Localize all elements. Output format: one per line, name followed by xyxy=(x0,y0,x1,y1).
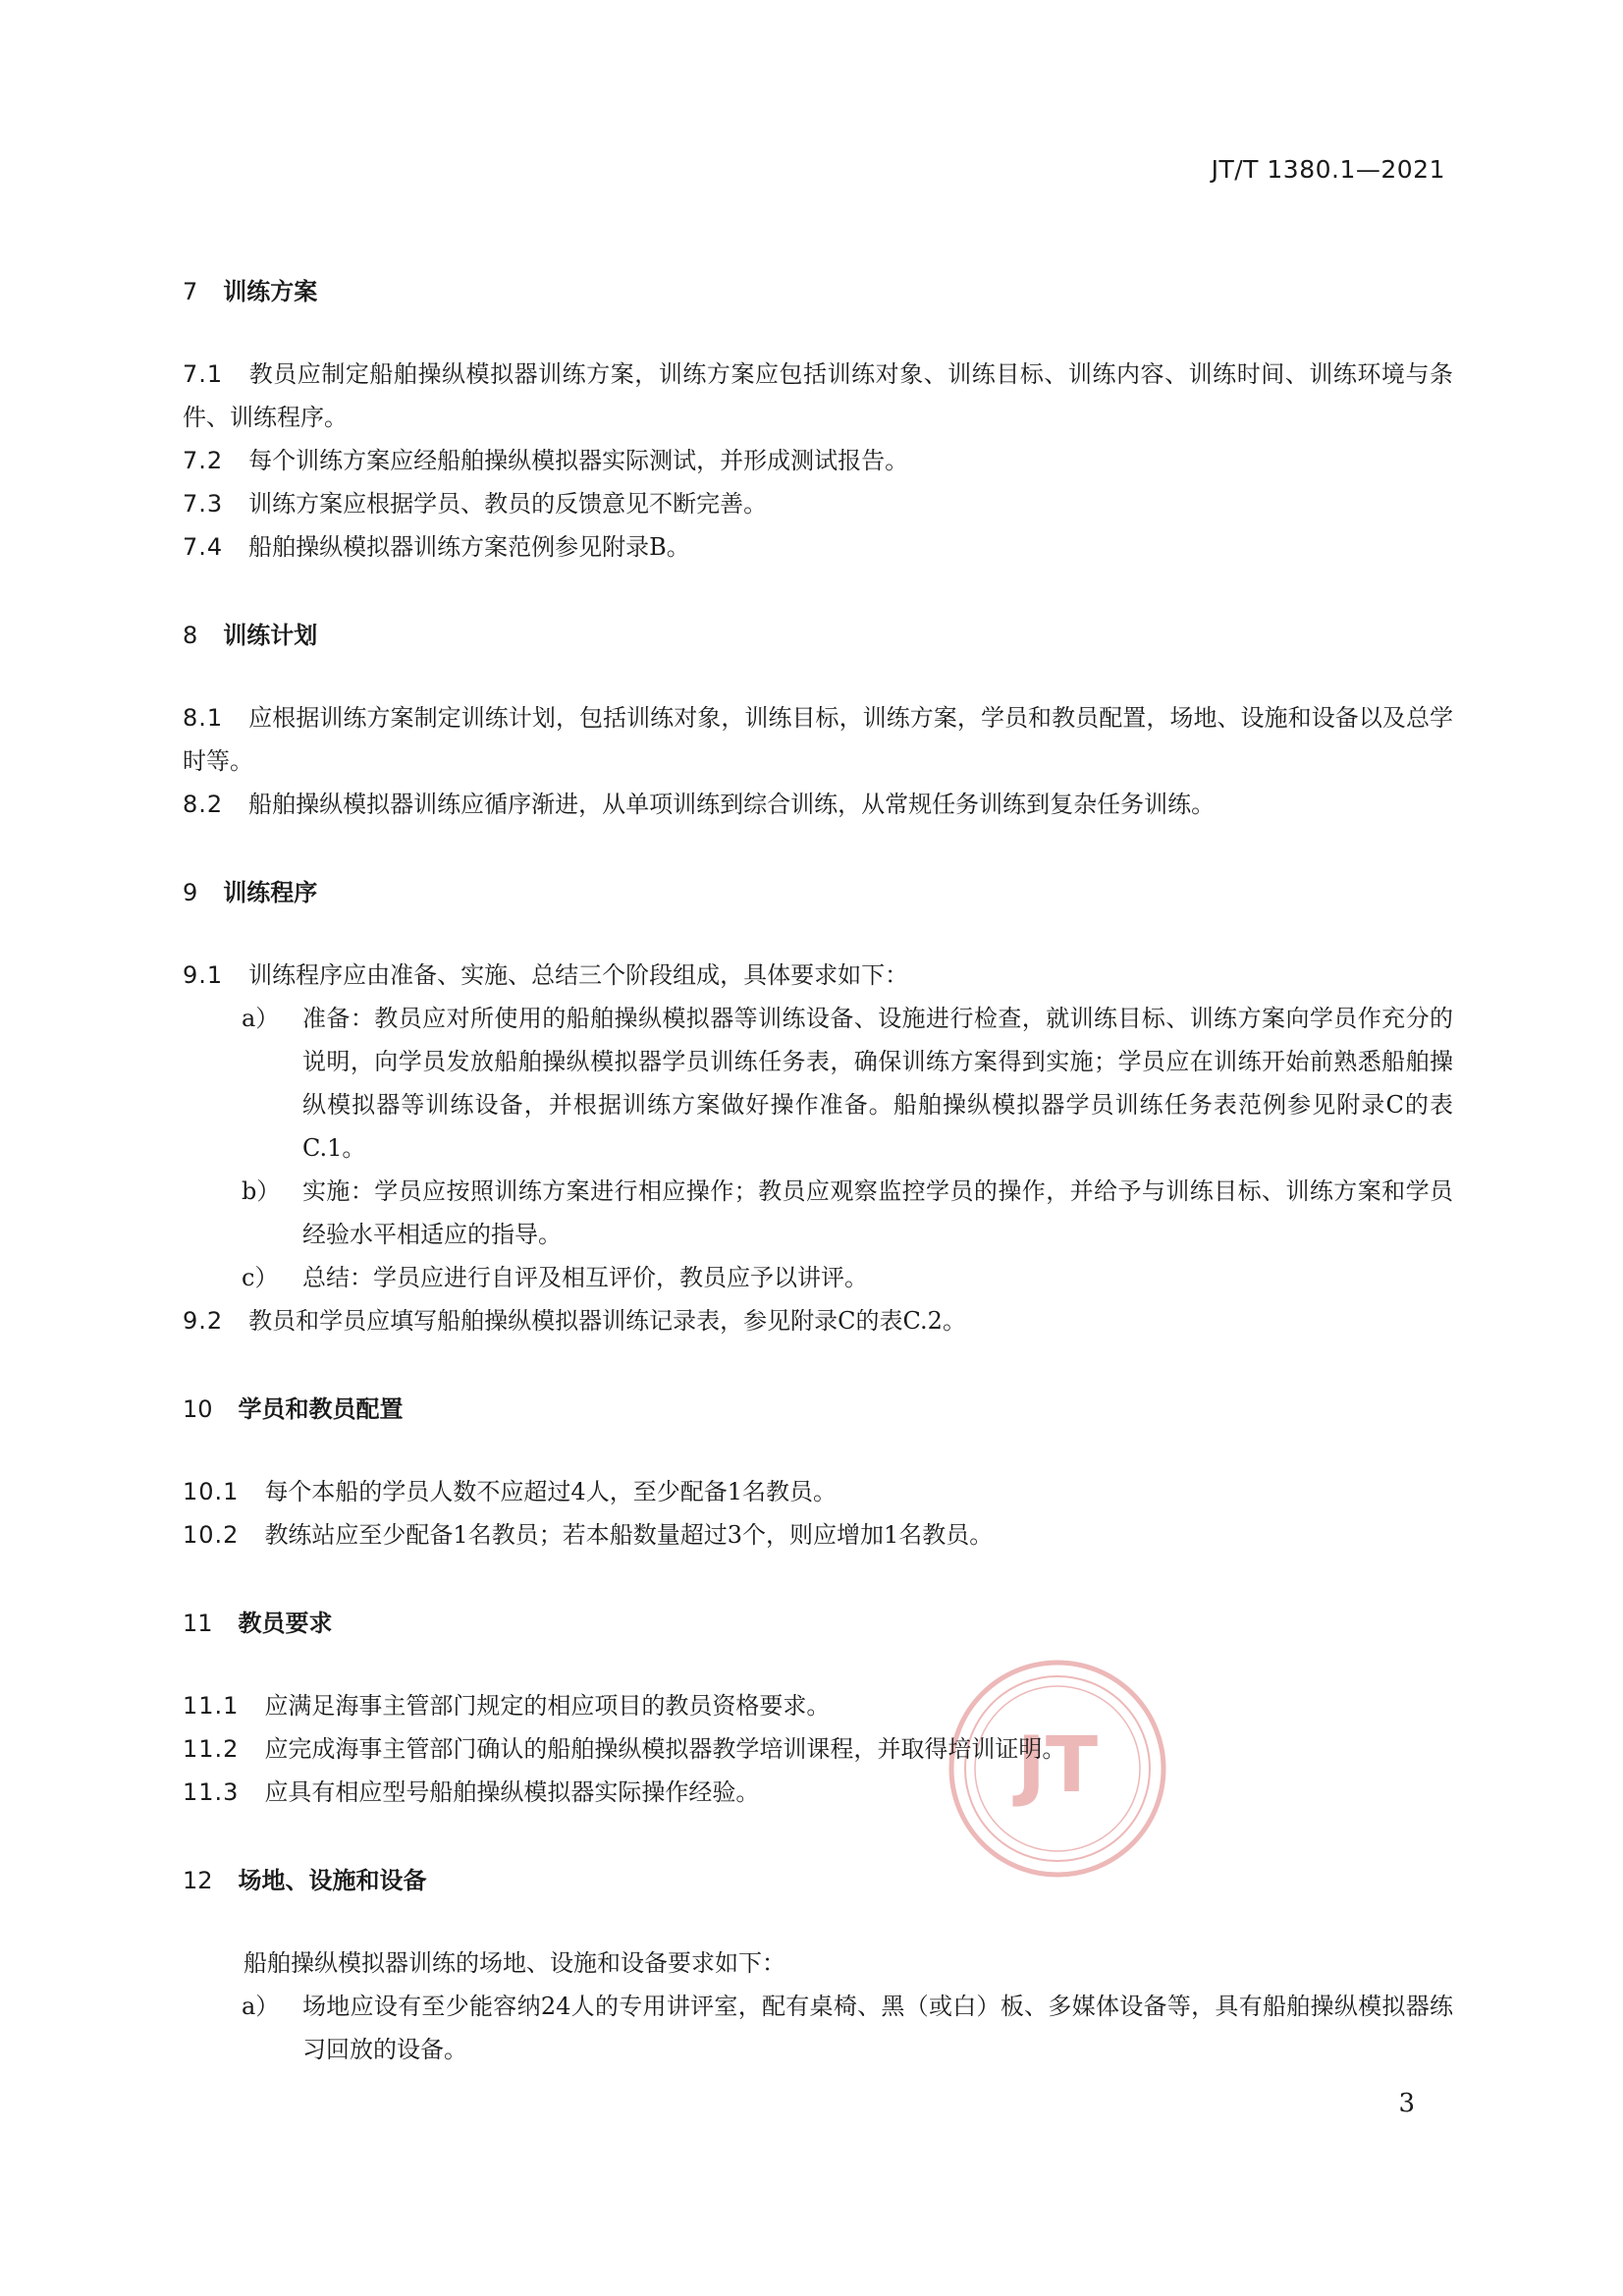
section-10-heading: 10 学员和教员配置 xyxy=(183,1395,404,1423)
clause-9-2: 9.2 教员和学员应填写船舶操纵模拟器训练记录表，参见附录C的表C.2。 xyxy=(183,1307,966,1335)
clause-7-3: 7.3 训练方案应根据学员、教员的反馈意见不断完善。 xyxy=(183,490,768,518)
list-item-9-1-a: a） 准备：教员应对所使用的船舶操纵模拟器等训练设备、设施进行检查，就训练目标、训练方案向学员作充分的说明，向学员发放船舶操纵模拟器学员训练任务表，确保训练方案得到实施；学员应在训练开始前熟悉船舶操纵模拟器等训练设备，并根据训练方案做好操作准备。船舶操纵模拟器学员训练任务表范例参见附录C的表C.1。 xyxy=(242,1005,1453,1162)
clause-11-3: 11.3 应具有相应型号船舶操纵模拟器实际操作经验。 xyxy=(183,1778,760,1806)
section-12-heading: 12 场地、设施和设备 xyxy=(183,1867,427,1894)
list-item-9-1-c: c） 总结：学员应进行自评及相互评价，教员应予以讲评。 xyxy=(242,1264,868,1291)
clause-8-1: 8.1 应根据训练方案制定训练计划，包括训练对象，训练目标，训练方案，学员和教员配置，场地、设施和设备以及总学时等。 xyxy=(183,704,1453,775)
clause-7-1: 7.1 教员应制定船舶操纵模拟器训练方案，训练方案应包括训练对象、训练目标、训练内容、训练时间、训练环境与条件、训练程序。 xyxy=(183,360,1453,431)
clause-9-1: 9.1 训练程序应由准备、实施、总结三个阶段组成，具体要求如下： xyxy=(183,961,909,989)
document-body xyxy=(183,270,1453,2071)
standard-code: JT/T 1380.1—2021 xyxy=(1211,155,1445,184)
section-8-heading: 8 训练计划 xyxy=(183,622,318,649)
clause-8-2: 8.2 船舶操纵模拟器训练应循序渐进，从单项训练到综合训练，从常规任务训练到复杂任务训练。 xyxy=(183,791,1216,818)
section-11-heading: 11 教员要求 xyxy=(183,1610,333,1637)
list-item-12-a: a） 场地应设有至少能容纳24人的专用讲评室，配有桌椅、黑（或白）板、多媒体设备等，具有船舶操纵模拟器练习回放的设备。 xyxy=(242,1993,1453,2063)
section-9-heading: 9 训练程序 xyxy=(183,879,318,906)
list-item-9-1-b: b） 实施：学员应按照训练方案进行相应操作；教员应观察监控学员的操作，并给予与训练目标、训练方案和学员经验水平相适应的指导。 xyxy=(242,1177,1453,1248)
page-number: 3 xyxy=(1398,2089,1415,2118)
clause-11-2: 11.2 应完成海事主管部门确认的船舶操纵模拟器教学培训课程，并取得培训证明。 xyxy=(183,1735,1066,1763)
section-12-intro: 船舶操纵模拟器训练的场地、设施和设备要求如下： xyxy=(243,1949,785,1977)
section-7-heading: 7 训练方案 xyxy=(183,278,318,305)
clause-10-2: 10.2 教练站应至少配备1名教员；若本船数量超过3个，则应增加1名教员。 xyxy=(183,1521,994,1549)
clause-7-4: 7.4 船舶操纵模拟器训练方案范例参见附录B。 xyxy=(183,533,690,561)
clause-7-2: 7.2 每个训练方案应经船舶操纵模拟器实际测试，并形成测试报告。 xyxy=(183,447,909,474)
clause-11-1: 11.1 应满足海事主管部门规定的相应项目的教员资格要求。 xyxy=(183,1692,831,1720)
svg-text:JT: JT xyxy=(1016,1722,1099,1810)
clause-10-1: 10.1 每个本船的学员人数不应超过4人，至少配备1名教员。 xyxy=(183,1478,837,1505)
